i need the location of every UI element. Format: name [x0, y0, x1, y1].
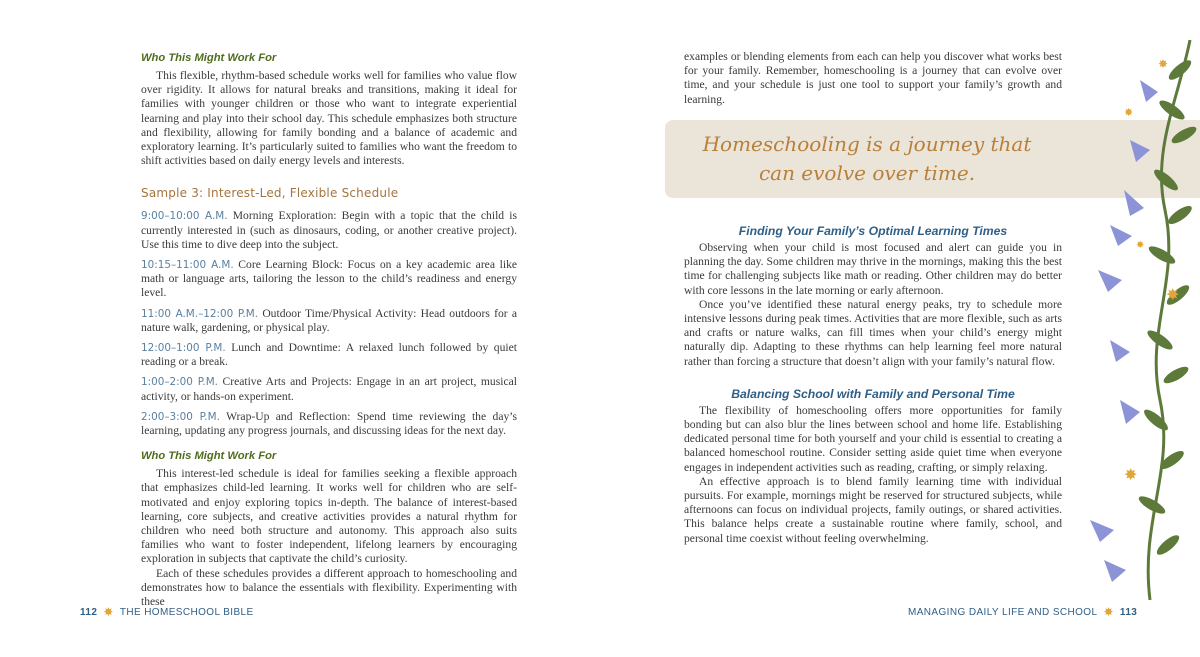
chapter-title: MANAGING DAILY LIFE AND SCHOOL — [908, 606, 1098, 618]
schedule-time: 2:00–3:00 P.M. — [141, 410, 220, 423]
svg-text:✸: ✸ — [1124, 107, 1134, 119]
schedule-list — [141, 209, 517, 438]
schedule-time: 9:00–10:00 A.M. — [141, 210, 228, 223]
schedule-time: 12:00–1:00 P.M. — [141, 342, 226, 355]
svg-text:✸: ✸ — [1136, 240, 1145, 251]
right-footer — [908, 605, 1137, 619]
who-this-might-work-for-heading-1: Who This Might Work For — [141, 52, 277, 64]
schedule-item — [141, 258, 517, 301]
pull-quote-line-2: can evolve over time. — [758, 161, 976, 185]
optimal-learning-heading: Finding Your Family’s Optimal Learning Times — [738, 224, 1008, 238]
schedule-time: 11:00 A.M.–12:00 P.M. — [141, 307, 259, 320]
page-number-left: 112 — [80, 606, 98, 618]
page-number-right: 113 — [1119, 606, 1138, 618]
closing-paragraph: Each of these schedules provides a different approach to homeschooling and demonstrates how to balance the essentials with flexibility. Experimenting with these — [141, 566, 517, 609]
schedule-text: Wrap-Up and Reflection: Spend time reviewing the day’s learning, updating any progress journals, and discussing ideas for the next day. — [141, 409, 517, 438]
schedule-item — [141, 410, 517, 438]
schedule-item — [141, 375, 517, 403]
schedule-time: 10:15–11:00 A.M. — [141, 259, 234, 272]
left-footer — [80, 605, 254, 619]
right-text-column-lower — [684, 224, 1062, 546]
schedule-text: Core Learning Block: Focus on a key academic area like math or language arts, tailoring the lesson to the child’s readiness and energy level. — [141, 258, 518, 300]
schedule-item — [141, 209, 517, 252]
optimal-paragraph-1: Observing when your child is most focused and alert can guide you in planning the day. Some children may thrive in the mornings, making this the best time for challenging subjects like math or reading. Other children may do better with core lessons in the late morning or early afternoon. — [684, 241, 1062, 297]
svg-text:✸: ✸ — [1124, 467, 1138, 484]
schedule-text: Creative Arts and Projects: Engage in an art project, musical activity, or hands-on experiment. — [141, 375, 517, 403]
vine-stem — [1148, 40, 1190, 600]
balancing-heading: Balancing School with Family and Personal Time — [731, 386, 1015, 401]
pull-quote — [665, 130, 1069, 188]
optimal-paragraph-2: Once you’ve identified these natural energy peaks, try to schedule more intensive lessons during peak times. Activities that are more flexible, such as arts and crafts or nature walks, can fill times when your child’s energy might naturally dip. Adapting to these rhythms can help learning feel more natural rather than forcing a structure that doesn’t align with your family’s natural flow. — [684, 297, 1062, 368]
svg-text:✸: ✸ — [1158, 57, 1169, 71]
schedule-text: Lunch and Downtime: A relaxed lunch followed by quiet reading or a break. — [141, 341, 517, 369]
right-text-column — [684, 50, 1062, 107]
balance-paragraph-2: An effective approach is to blend family learning time with individual pursuits. For example, mornings might be reserved for structured subjects, while afternoons can focus on individual projects, family outings, or shared activities. This balance helps create a sustainable routine where family, school, and personal time coexist without feeling overwhelming. — [684, 474, 1062, 545]
svg-text:✸: ✸ — [1166, 287, 1180, 304]
pull-quote-line-1: Homeschooling is a journey that — [702, 132, 1032, 156]
schedule-text: Morning Exploration: Begin with a topic that the child is currently interested in (such as dinosaurs, coding, or another creative project). Use this time to dive deep into the subject. — [141, 209, 517, 251]
who-paragraph-1: This flexible, rhythm-based schedule works well for families who value flow over rigidity. It allows for natural breaks and transitions, making it ideal for families with younger children or those who want to integrate experiential learning and play into their school day. This schedule emphasizes both structure and flexibility, allowing for family bonding and a balance of academic and exploratory learning. It’s particularly suited to families who want the freedom to shift activities based on daily energy levels and interests. — [141, 69, 517, 168]
star-flower-icon: ✸ — [103, 605, 114, 619]
sample-3-title: Sample 3: Interest-Led, Flexible Schedule — [141, 186, 399, 201]
book-title: THE HOMESCHOOL BIBLE — [119, 606, 254, 618]
who-this-might-work-for-heading-2: Who This Might Work For — [141, 450, 277, 463]
left-text-column — [141, 52, 517, 609]
schedule-item — [141, 307, 517, 335]
floral-vine-illustration — [1080, 40, 1200, 600]
schedule-text: Outdoor Time/Physical Activity: Head outdoors for a nature walk, gardening, or physical play. — [141, 306, 517, 334]
schedule-time: 1:00–2:00 P.M. — [141, 376, 218, 389]
star-flower-icon: ✸ — [1103, 605, 1114, 619]
who-paragraph-2: This interest-led schedule is ideal for families seeking a flexible approach that emphasizes child-led learning. It works well for children who are self-motivated and enjoy exploring topics in-depth. The balance of interest-based learning, core subjects, and creative activities provides a natural rhythm for children who need both structure and autonomy. This approach also suits families who want to foster independent, lifelong learners by encouraging exploration in subjects that captivate the child’s curiosity. — [141, 467, 517, 566]
balance-paragraph-1: The flexibility of homeschooling offers more opportunities for family bonding but can also blur the lines between school and home life. Establishing dedicated personal time for both yourself and your child is essential to creating a balanced homeschool routine. Consider setting aside quiet time when everyone engages in independent activities such as reading, crafting, or simply relaxing. — [684, 403, 1062, 474]
schedule-item — [141, 341, 517, 369]
continued-paragraph: examples or blending elements from each can help you discover what works best for your family. Remember, homeschooling is a journey that can evolve over time, and your schedule is just one tool to support your family’s growth and learning. — [684, 50, 1062, 106]
